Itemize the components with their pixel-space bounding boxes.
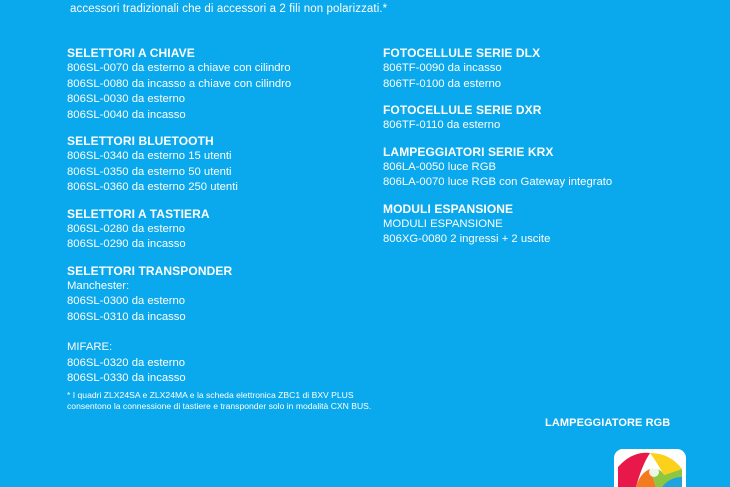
product-caption: LAMPEGGIATORE RGB xyxy=(545,417,671,429)
section-heading: FOTOCELLULE SERIE DXR xyxy=(383,103,542,117)
section-heading: LAMPEGGIATORI SERIE KRX xyxy=(383,144,554,159)
product-line: MODULI ESPANSIONE xyxy=(383,217,503,230)
section-selettori-transponder xyxy=(67,264,367,387)
product-line: Manchester: xyxy=(67,279,130,292)
intro-text: accessori tradizionali che di accessori a 2 fili non polarizzati.* xyxy=(70,3,388,15)
product-line: 806SL-0340 da esterno 15 utenti xyxy=(67,150,232,162)
rgb-flasher-lamp-icon xyxy=(612,447,688,487)
product-line: 806SL-0320 da esterno xyxy=(67,356,186,369)
section-heading: SELETTORI TRANSPONDER xyxy=(67,263,233,278)
product-line: 806TF-0090 da incasso xyxy=(383,62,502,74)
product-line: 806TF-0100 da esterno xyxy=(383,77,502,90)
section-selettori-a-tastiera xyxy=(67,207,367,253)
section-heading: FOTOCELLULE SERIE DLX xyxy=(383,46,541,60)
section-lampeggiatori-krx xyxy=(383,145,703,191)
product-line: 806SL-0310 da incasso xyxy=(67,310,186,323)
section-selettori-a-chiave xyxy=(67,46,367,123)
product-line: 806SL-0360 da esterno 250 utenti xyxy=(67,181,238,193)
section-heading: MODULI ESPANSIONE xyxy=(383,201,514,216)
product-line: 806SL-0330 da incasso xyxy=(67,372,186,384)
product-line: 806SL-0070 da esterno a chiave con cilindro xyxy=(67,62,291,74)
product-line: 806LA-0050 luce RGB xyxy=(383,160,497,173)
section-fotocellule-dlx xyxy=(383,46,703,92)
product-line: 806TF-0110 da esterno xyxy=(383,119,501,131)
product-line: 806SL-0080 da incasso a chiave con cilindro xyxy=(67,77,292,90)
footnote: * I quadri ZLX24SA e ZLX24MA e la scheda elettronica ZBC1 di BXV PLUS consentono la connessione di tastiere e transponder solo in modalità CXN BUS. xyxy=(67,390,372,411)
product-line: 806SL-0300 da esterno xyxy=(67,295,186,307)
product-line: 806SL-0290 da incasso xyxy=(67,238,186,250)
section-heading: SELETTORI A TASTIERA xyxy=(67,206,210,221)
section-selettori-bluetooth xyxy=(67,134,367,196)
product-line: MIFARE: xyxy=(67,341,113,353)
left-column xyxy=(67,46,367,398)
section-heading: SELETTORI A CHIAVE xyxy=(67,46,195,60)
section-fotocellule-dxr xyxy=(383,103,703,134)
product-line: 806LA-0070 luce RGB con Gateway integrato xyxy=(383,176,613,188)
product-line: 806SL-0030 da esterno xyxy=(67,93,186,105)
product-line: 806SL-0280 da esterno xyxy=(67,222,186,235)
product-line: 806SL-0350 da esterno 50 utenti xyxy=(67,165,232,178)
product-line: 806SL-0040 da incasso xyxy=(67,108,186,121)
section-heading: SELETTORI BLUETOOTH xyxy=(67,134,214,148)
section-moduli-espansione xyxy=(383,202,703,248)
right-column xyxy=(383,46,703,259)
product-line: 806XG-0080 2 ingressi + 2 uscite xyxy=(383,233,551,245)
spacer xyxy=(67,325,367,340)
